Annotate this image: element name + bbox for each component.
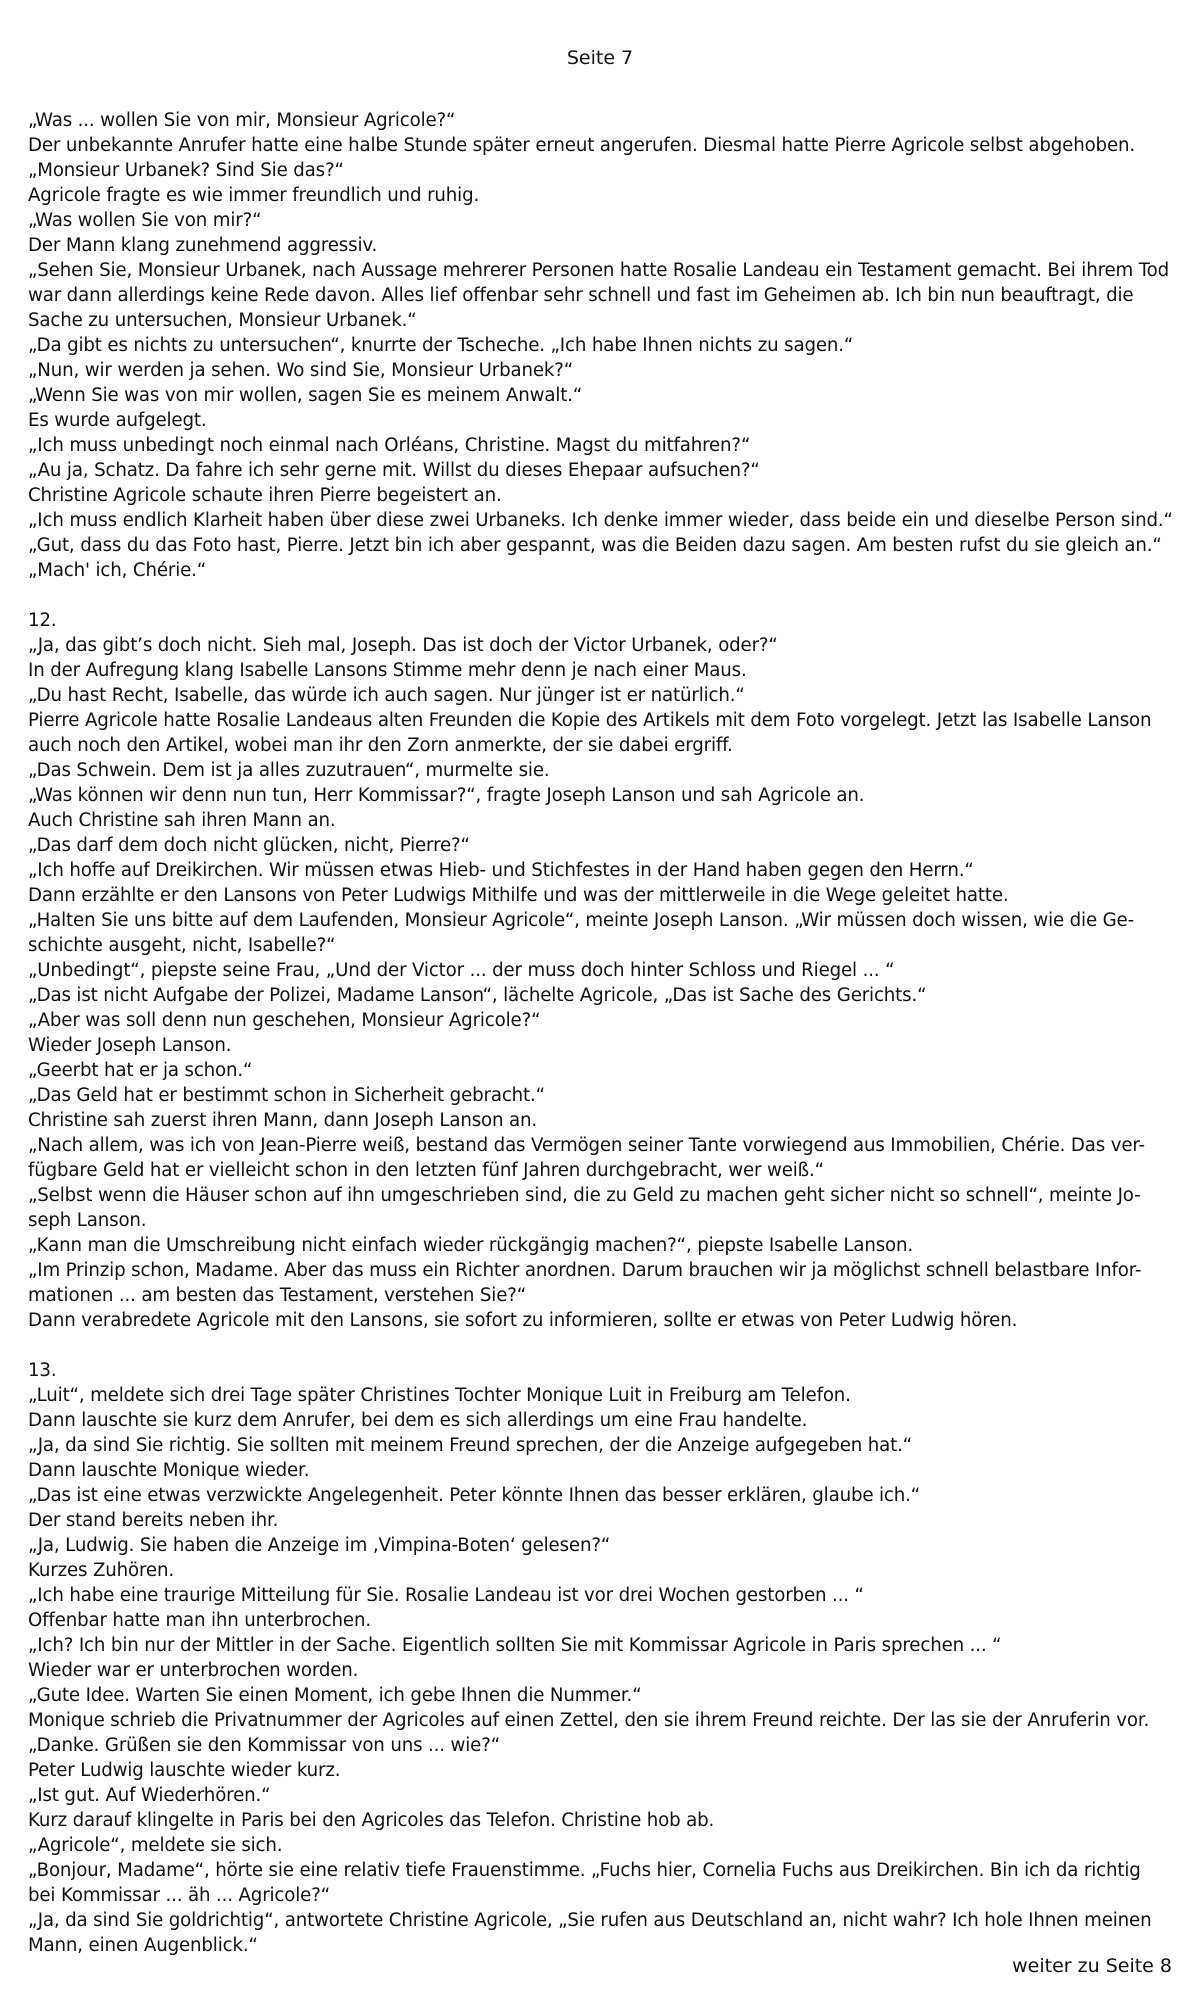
text-line: Wieder Joseph Lanson.	[28, 1035, 232, 1056]
text-line: Pierre Agricole hatte Rosalie Landeaus alten Freunden die Kopie des Artikels mit dem Foto vorgelegt. Jetzt las Isabelle Lanson	[28, 710, 1152, 731]
text-line: „Kann man die Umschreibung nicht einfach wieder rückgängig machen?“, piepste Isabelle Lanson.	[28, 1235, 914, 1256]
text-line: „Wenn Sie was von mir wollen, sagen Sie es meinem Anwalt.“	[28, 385, 583, 406]
text-line: fügbare Geld hat er vielleicht schon in den letzten fünf Jahren durchgebracht, wer weiß.“	[28, 1160, 824, 1181]
text-line: „Im Prinzip schon, Madame. Aber das muss ein Richter anordnen. Darum brauchen wir ja möglichst schnell belastbare Infor-	[28, 1260, 1142, 1281]
text-line: schichte ausgeht, nicht, Isabelle?“	[28, 935, 336, 956]
text-line: „Au ja, Schatz. Da fahre ich sehr gerne mit. Willst du dieses Ehepaar aufsuchen?“	[28, 460, 760, 481]
text-line: „Gut, dass du das Foto hast, Pierre. Jetzt bin ich aber gespannt, was die Beiden dazu sagen. Am besten rufst du sie gleich an.“	[28, 535, 1162, 556]
text-line: Dann verabredete Agricole mit den Lansons, sie sofort zu informieren, sollte er etwas von Peter Ludwig hören.	[28, 1310, 1018, 1331]
text-line: Dann lauschte sie kurz dem Anrufer, bei dem es sich allerdings um eine Frau handelte.	[28, 1410, 808, 1431]
text-line: „Du hast Recht, Isabelle, das würde ich auch sagen. Nur jünger ist er natürlich.“	[28, 685, 745, 706]
document-body	[28, 108, 1183, 1958]
continue-to-next-page-link[interactable]: weiter zu Seite 8	[1012, 1955, 1172, 1977]
text-line: seph Lanson.	[28, 1210, 147, 1231]
text-line: „Agricole“, meldete sie sich.	[28, 1835, 283, 1856]
text-line: „Ich hoffe auf Dreikirchen. Wir müssen etwas Hieb- und Stichfestes in der Hand haben gegen den Herrn.“	[28, 860, 974, 881]
text-line: Offenbar hatte man ihn unterbrochen.	[28, 1610, 371, 1631]
text-line: Monique schrieb die Privatnummer der Agricoles auf einen Zettel, den sie ihrem Freund reichte. Der las sie der Anruferin vor.	[28, 1710, 1150, 1731]
text-line: mationen ... am besten das Testament, verstehen Sie?“	[28, 1285, 527, 1306]
text-line: Christine sah zuerst ihren Mann, dann Joseph Lanson an.	[28, 1110, 538, 1131]
text-line: In der Aufregung klang Isabelle Lansons Stimme mehr denn je nach einer Maus.	[28, 660, 747, 681]
text-line: „Das ist nicht Aufgabe der Polizei, Madame Lanson“, lächelte Agricole, „Das ist Sache des Gerichts.“	[28, 985, 927, 1006]
text-line: „Ja, Ludwig. Sie haben die Anzeige im ‚Vimpina-Boten‘ gelesen?“	[28, 1535, 611, 1556]
text-line: „Das Schwein. Dem ist ja alles zuzutrauen“, murmelte sie.	[28, 760, 550, 781]
text-line: „Das darf dem doch nicht glücken, nicht, Pierre?“	[28, 835, 470, 856]
text-line: „Ich muss unbedingt noch einmal nach Orléans, Christine. Magst du mitfahren?“	[28, 435, 751, 456]
text-line: „Ich habe eine traurige Mitteilung für Sie. Rosalie Landeau ist vor drei Wochen gestorben ... “	[28, 1585, 864, 1606]
text-line: Christine Agricole schaute ihren Pierre begeistert an.	[28, 485, 502, 506]
text-line: 13.	[28, 1360, 57, 1381]
text-line: Peter Ludwig lauschte wieder kurz.	[28, 1760, 341, 1781]
text-line: „Gute Idee. Warten Sie einen Moment, ich gebe Ihnen die Nummer.“	[28, 1685, 642, 1706]
text-line: Der Mann klang zunehmend aggressiv.	[28, 235, 378, 256]
text-line: „Aber was soll denn nun geschehen, Monsieur Agricole?“	[28, 1010, 541, 1031]
text-line: Sache zu untersuchen, Monsieur Urbanek.“	[28, 310, 417, 331]
text-line: Auch Christine sah ihren Mann an.	[28, 810, 336, 831]
text-line: „Ich muss endlich Klarheit haben über diese zwei Urbaneks. Ich denke immer wieder, dass beide ein und dieselbe Person sind.“	[28, 510, 1173, 531]
text-line: Der unbekannte Anrufer hatte eine halbe Stunde später erneut angerufen. Diesmal hatte Pierre Agricole selbst abgehoben.	[28, 135, 1135, 156]
text-line: „Was können wir denn nun tun, Herr Kommissar?“, fragte Joseph Lanson und sah Agricole an.	[28, 785, 865, 806]
text-line: „Ist gut. Auf Wiederhören.“	[28, 1785, 271, 1806]
text-line: Es wurde aufgelegt.	[28, 410, 207, 431]
text-line: „Halten Sie uns bitte auf dem Laufenden, Monsieur Agricole“, meinte Joseph Lanson. „Wir müssen doch wissen, wie die Ge-	[28, 910, 1135, 931]
text-line: „Was ... wollen Sie von mir, Monsieur Agricole?“	[28, 110, 456, 131]
text-line: „Nun, wir werden ja sehen. Wo sind Sie, Monsieur Urbanek?“	[28, 360, 574, 381]
text-line: „Geerbt hat er ja schon.“	[28, 1060, 253, 1081]
text-line: Wieder war er unterbrochen worden.	[28, 1660, 359, 1681]
text-line: Dann erzählte er den Lansons von Peter Ludwigs Mithilfe und was der mittlerweile in die Wege geleitet hatte.	[28, 885, 1009, 906]
text-line: „Was wollen Sie von mir?“	[28, 210, 262, 231]
text-line: „Bonjour, Madame“, hörte sie eine relativ tiefe Frauenstimme. „Fuchs hier, Cornelia Fuchs aus Dreikirchen. Bin ich da richtig	[28, 1860, 1141, 1881]
text-line: Mann, einen Augenblick.“	[28, 1935, 258, 1956]
text-line: Kurz darauf klingelte in Paris bei den Agricoles das Telefon. Christine hob ab.	[28, 1810, 715, 1831]
text-line: bei Kommissar ... äh ... Agricole?“	[28, 1885, 330, 1906]
text-line: Dann lauschte Monique wieder.	[28, 1460, 310, 1481]
text-line: „Ja, da sind Sie goldrichtig“, antwortete Christine Agricole, „Sie rufen aus Deutschland an, nicht wahr? Ich hole Ihnen meinen	[28, 1910, 1152, 1931]
text-line: „Ja, das gibt’s doch nicht. Sieh mal, Joseph. Das ist doch der Victor Urbanek, oder?“	[28, 635, 778, 656]
text-line: „Ich? Ich bin nur der Mittler in der Sache. Eigentlich sollten Sie mit Kommissar Agricole in Paris sprechen ... “	[28, 1635, 1002, 1656]
page-number-header: Seite 7	[566, 47, 634, 69]
text-line: auch noch den Artikel, wobei man ihr den Zorn anmerkte, der sie dabei ergriff.	[28, 735, 733, 756]
text-line: „Da gibt es nichts zu untersuchen“, knurrte der Tscheche. „Ich habe Ihnen nichts zu sagen.“	[28, 335, 854, 356]
text-line: „Sehen Sie, Monsieur Urbanek, nach Aussage mehrerer Personen hatte Rosalie Landeau ein Testament gemacht. Bei ihrem Tod	[28, 260, 1169, 281]
text-line: „Nach allem, was ich von Jean-Pierre weiß, bestand das Vermögen seiner Tante vorwiegend aus Immobilien, Chérie. Das ver-	[28, 1135, 1145, 1156]
text-line: „Das Geld hat er bestimmt schon in Sicherheit gebracht.“	[28, 1085, 545, 1106]
text-line: Agricole fragte es wie immer freundlich und ruhig.	[28, 185, 480, 206]
text-line: „Luit“, meldete sich drei Tage später Christines Tochter Monique Luit in Freiburg am Telefon.	[28, 1385, 851, 1406]
paragraph-spacer	[28, 583, 1183, 608]
text-line: „Unbedingt“, piepste seine Frau, „Und der Victor ... der muss doch hinter Schloss und Riegel ... “	[28, 960, 895, 981]
text-line: „Monsieur Urbanek? Sind Sie das?“	[28, 160, 344, 181]
text-line: „Ja, da sind Sie richtig. Sie sollten mit meinem Freund sprechen, der die Anzeige aufgegeben hat.“	[28, 1435, 913, 1456]
paragraph-spacer	[28, 1333, 1183, 1358]
text-line: „Selbst wenn die Häuser schon auf ihn umgeschrieben sind, die zu Geld zu machen geht sicher nicht so schnell“, meinte Jo-	[28, 1185, 1141, 1206]
text-line: „Danke. Grüßen sie den Kommissar von uns ... wie?“	[28, 1735, 500, 1756]
text-line: Der stand bereits neben ihr.	[28, 1510, 279, 1531]
text-line: 12.	[28, 610, 57, 631]
text-line: „Mach' ich, Chérie.“	[28, 560, 207, 581]
text-line: war dann allerdings keine Rede davon. Alles lief offenbar sehr schnell und fast im Geheimen ab. Ich bin nun beauftragt, die	[28, 285, 1134, 306]
text-line: Kurzes Zuhören.	[28, 1560, 174, 1581]
text-line: „Das ist eine etwas verzwickte Angelegenheit. Peter könnte Ihnen das besser erklären, glaube ich.“	[28, 1485, 921, 1506]
